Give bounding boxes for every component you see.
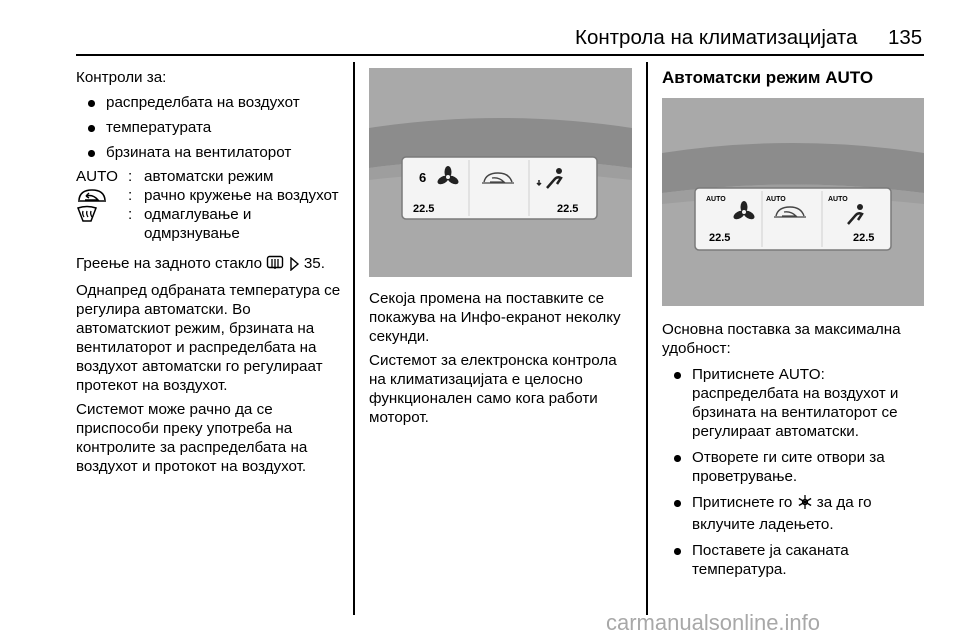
rear-window-heat-icon: [266, 255, 284, 276]
control-row-defrost: [76, 205, 348, 243]
page-reference: 35.: [303, 255, 325, 272]
column-divider-1: [353, 62, 355, 615]
bullet-text: температурата: [106, 119, 212, 136]
temp-left-value: 22.5: [413, 203, 435, 215]
reference-arrow-icon: [289, 257, 300, 276]
bullet-item: [76, 118, 348, 137]
control-desc: одмаглување и одмрзнување: [144, 206, 252, 242]
auto-keyword: AUTO: [778, 366, 821, 383]
control-desc: автоматски режим: [144, 168, 274, 185]
header-divider: [76, 54, 924, 56]
climate-display-photo-auto: [662, 98, 924, 306]
paragraph: Системот за електронска контрола на климатизацијата е целосно функционален само кога работи моторот.: [369, 352, 617, 426]
temp-right-value: 22.5: [557, 203, 579, 215]
watermark: carmanualsonline.info: [606, 610, 821, 635]
page-header-title: Контрола на климатизацијата: [575, 26, 858, 49]
separator: :: [128, 206, 133, 223]
bullet-text: :: [820, 366, 825, 383]
auto-label-fan: AUTO: [706, 196, 726, 203]
bullet-item: [662, 541, 924, 579]
bullet-text: распределбата на воздухот: [106, 94, 300, 111]
temp-right-value: 22.5: [853, 232, 875, 244]
separator: :: [128, 168, 133, 185]
paragraph: Секоја промена на поставките се покажува на Инфо-екранот неколку секунди.: [369, 290, 621, 345]
right-column-text: [662, 320, 924, 579]
paragraph: Системот може рачно да се приспособи преку употреба на контролите за распределбата на воздухот и протокот на воздухот.: [76, 401, 308, 475]
rear-window-heating-line: [76, 254, 348, 276]
bullet-item: [662, 365, 924, 441]
bullet-text: распределбата на воздухот и брзината на вентилаторот се регулираат автоматски.: [692, 385, 899, 440]
bullet-item: [76, 93, 348, 112]
bullet-item: [662, 493, 924, 534]
column-divider-2: [646, 62, 648, 615]
bullet-text: Поставете ја саканата температура.: [692, 542, 849, 578]
controls-intro: Контроли за:: [76, 69, 167, 86]
defrost-icon: [76, 205, 126, 228]
control-row-auto: [76, 167, 348, 186]
separator: :: [128, 187, 133, 204]
bullet-text: Притиснете го: [692, 494, 793, 511]
auto-label-distribution: AUTO: [828, 196, 848, 203]
bullet-text: за да го вклучите ладењето.: [692, 494, 872, 533]
snowflake-icon: [797, 494, 813, 515]
control-row-recirculation: [76, 186, 348, 205]
temp-left-value: 22.5: [709, 232, 731, 244]
control-desc: рачно кружење на воздухот: [144, 187, 339, 204]
bullet-item: [76, 143, 348, 162]
bullet-text: брзината на вентилаторот: [106, 144, 292, 161]
auto-key: AUTO: [76, 168, 118, 185]
left-column: [76, 68, 348, 476]
bullet-text: Притиснете: [692, 366, 775, 383]
section-heading: Автоматски режим AUTO: [662, 68, 874, 87]
rear-heat-text: Греење на задното стакло: [76, 255, 263, 272]
paragraph: Основна поставка за максимална удобност:: [662, 321, 901, 357]
auto-label-recirculation: AUTO: [766, 196, 786, 203]
paragraph: Однапред одбраната температура се регулира автоматски. Во автоматскиот режим, брзината на вентилаторот и распределбата на воздухот автоматски го регулираат протекот на воздухот.: [76, 282, 341, 394]
page-number: 135: [888, 26, 923, 49]
bullet-item: [662, 448, 924, 486]
fan-level-value: 6: [419, 170, 427, 185]
middle-column-text: [369, 289, 637, 427]
climate-display-photo-manual: [369, 68, 632, 277]
bullet-text: Отворете ги сите отвори за проветрување.: [692, 449, 885, 485]
